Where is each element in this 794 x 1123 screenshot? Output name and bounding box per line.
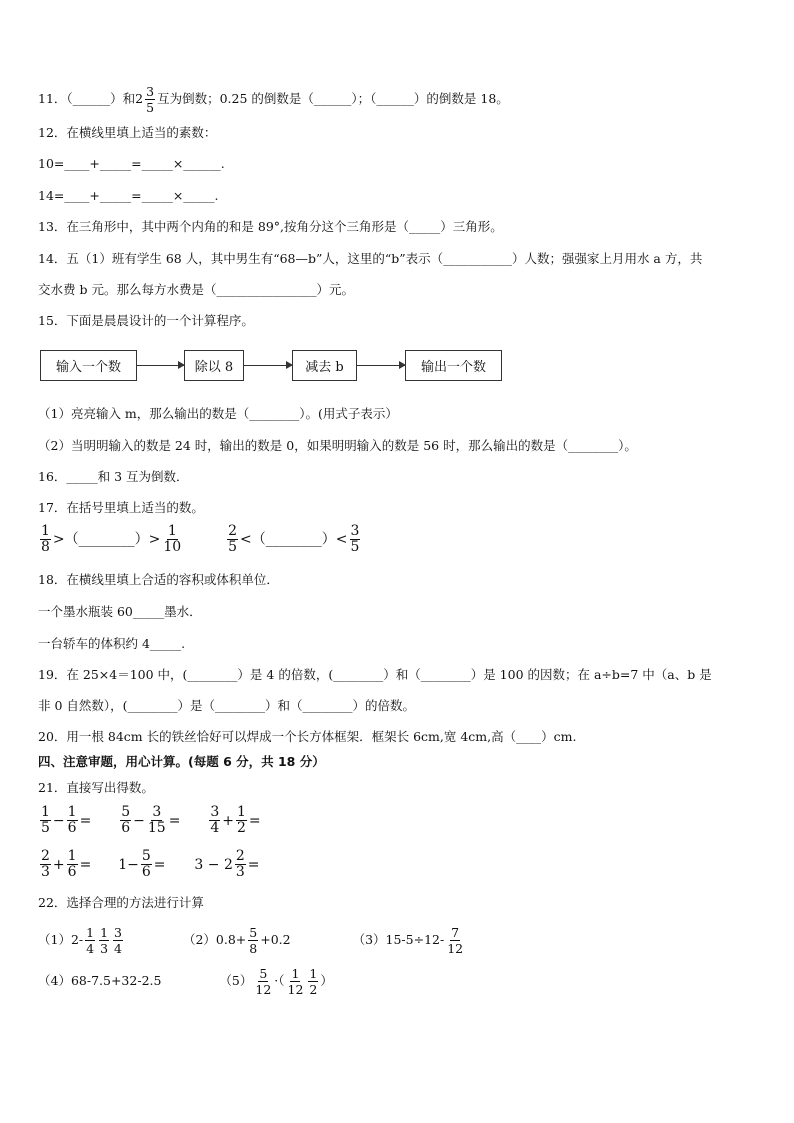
q11-blank-2[interactable]: ______ [313,91,352,106]
question-11 [38,84,509,115]
question-14-line-2 [38,282,354,298]
q17-lt-1: <（ [240,531,266,548]
question-19-line-1[interactable]: 19．在 25×4＝100 中，(________）是 4 的倍数，(________）和（________）是 100 的因数；在 a÷b=7 中（a、b 是 [38,667,712,682]
q14-text-4: ）元。 [316,282,354,297]
q22-row-2 [38,966,333,997]
question-17-expressions [38,524,362,555]
question-21-title: 21．直接写出得数。 [38,780,154,795]
flow-arrow-2 [244,365,292,366]
q21-expr-5: 1− $\frac{5}{6}$ = [118,848,166,880]
flow-box-subtract: 减去 b [292,350,357,381]
q17-lt-2: ）< [321,531,348,548]
q17-fraction-d: $\frac{3}{5}$ [350,523,360,555]
question-15-title: 15．下面是晨晨设计的一个计算程序。 [38,313,254,328]
q15-s2-text-2: ）。 [618,438,637,453]
flow-arrow-3 [357,365,405,366]
q21-expr-2: $\frac{5}{6}$ − $\frac{3}{15}$ = [121,804,181,836]
q17-fraction-a: $\frac{1}{8}$ [41,523,50,555]
q14-text-2: ）人数；强强家上月用水 a 方，共 [511,251,703,266]
q22-row-1 [38,925,466,956]
flow-box-input: 输入一个数 [40,350,137,381]
q17-fraction-b: $\frac{1}{10}$ [163,523,182,555]
q11-text-1: ）和2 [110,91,144,106]
q21-expr-4: $\frac{2}{3}$ + $\frac{1}{6}$ = [41,848,92,880]
flow-box-output: 输出一个数 [405,350,502,381]
q11-blank-3[interactable]: ______ [376,91,414,106]
q22-part-4: （4）68-7.5+32-2.5 [38,973,162,988]
q21-row-2 [38,849,260,880]
question-14-line-1 [38,251,702,267]
q15-s1-blank[interactable]: ________ [249,406,300,421]
flow-arrow-1 [137,365,184,366]
q17-gt-1: >（ [52,531,79,548]
q11-blank-1[interactable]: ______ [72,91,111,106]
q15-s2-blank[interactable]: ________ [568,438,619,453]
q11-label: 11．（ [38,91,73,106]
question-18-line-2[interactable]: 一台轿车的体积约 4_____. [38,636,186,651]
question-15-sub-2 [38,438,637,454]
question-12-line-1[interactable]: 10=____+_____=_____×______. [38,156,225,171]
question-19-line-2[interactable]: 非 0 自然数），(________）是（________）和（________）的倍数。 [38,698,416,713]
q11-text-4: ）的倒数是 18。 [413,91,509,106]
question-12-title: 12．在横线里填上适当的素数： [38,125,217,140]
q11-fraction: $\frac{3}{5}$ [146,84,155,115]
question-13: 13．在三角形中，其中两个内角的和是 89°,按角分这个三角形是（_____）三角形。 [38,219,503,234]
question-15-sub-1 [38,406,398,422]
q22-part-3: （3）15-5÷12- $\frac{7}{12}$ [352,925,464,956]
q14-text-1: 14．五（1）班有学生 68 人，其中男生有“68—b”人，这里的“b”表示（ [38,251,444,266]
q21-expr-6: 3 − 2 $\frac{2}{3}$ = [194,848,260,880]
q15-s1-text-1: （1）亮亮输入 m，那么输出的数是（ [38,406,250,421]
q15-s2-text-1: （2）当明明输入的数是 24 时，输出的数是 0，如果明明输入的数是 56 时，那么输出的数是（ [38,438,569,453]
question-18-title: 18．在横线里填上合适的容积或体积单位． [38,572,279,587]
section-4-title: 四、注意审题，用心计算。(每题 6 分，共 18 分） [38,754,325,769]
question-12-line-2[interactable]: 14=____+_____=_____×_____. [38,188,219,203]
q15-s1-text-2: ）。(用式子表示） [299,406,398,421]
q17-fraction-c: $\frac{2}{5}$ [228,523,238,555]
q22-part-5: （5） $\frac{5}{12}$ ·（ $\frac{1}{12}$ $\frac{1}{2}$ ） [219,966,333,997]
question-17-title: 17．在括号里填上适当的数。 [38,500,204,515]
q11-text-3: ）；（ [351,91,377,106]
question-18-line-1[interactable]: 一个墨水瓶装 60_____墨水． [38,604,202,619]
flow-box-divide: 除以 8 [184,350,244,381]
q17-blank-2[interactable]: ________ [265,531,322,548]
q22-part-1: （1）2- $\frac{1}{4}$ $\frac{1}{3}$ $\frac{3}{4}$ [38,925,122,956]
q14-blank-2[interactable]: ________________ [216,282,317,297]
question-22-title: 22．选择合理的方法进行计算 [38,895,204,910]
q21-expr-1: $\frac{1}{5}$ − $\frac{1}{6}$ = [41,804,92,836]
q21-row-1 [38,805,261,836]
q17-blank-1[interactable]: ________ [78,531,135,548]
q22-part-2: （2）0.8+ $\frac{5}{8}$ +0.2 [182,925,291,956]
q21-expr-3: $\frac{3}{4}$ + $\frac{1}{2}$ = [210,804,261,836]
q11-text-2: 互为倒数；0.25 的倒数是（ [157,91,314,106]
q14-blank-1[interactable]: ___________ [443,251,512,266]
q17-gt-2: ）> [134,531,161,548]
q14-text-3: 交水费 b 元。那么每方水费是（ [38,282,217,297]
question-20[interactable]: 20．用一根 84cm 长的铁丝恰好可以焊成一个长方体框架．框架长 6cm,宽 4cm,高（____）cm. [38,729,577,744]
question-16[interactable]: 16．_____和 3 互为倒数． [38,469,189,484]
